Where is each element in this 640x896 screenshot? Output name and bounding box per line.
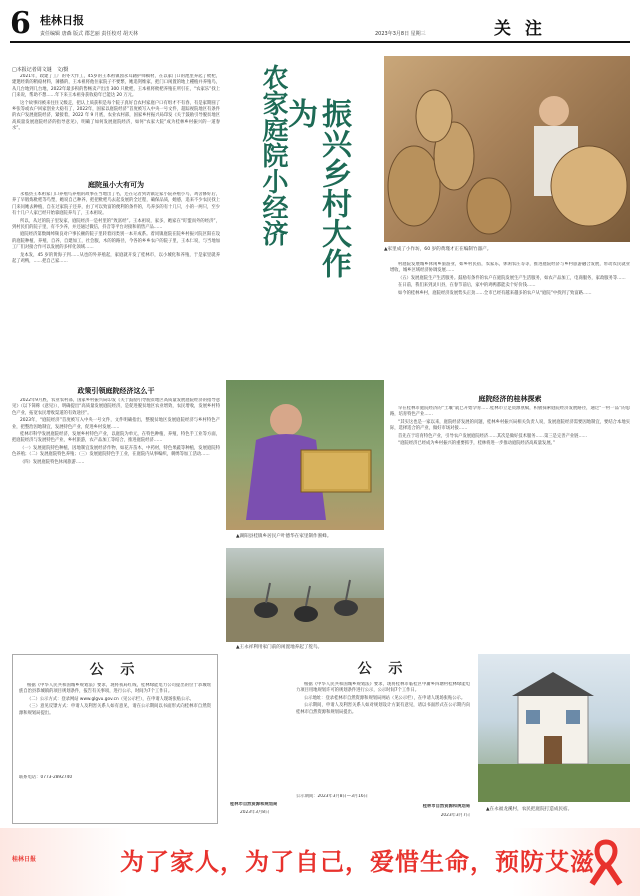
body-paragraph: （一）发展庭院特色种植，因地制宜发展经济作物，如花卉苗木，中药材，特色果蔬等种植，发展庭院特色养殖；（二）发展庭院特色养殖；（三）发展庭院特色手工业，在庭院内从事编织，刺绣等加工活动…… [12,445,220,458]
body-paragraph: “其实这也是一家以来，庭院经济发展的问题，桂林乡村振兴局相关负责人说，发展庭院经济需要因地制宜，要结合本地实际，选择适合的产业，做好市场对接…… [390,419,630,432]
beekeeper-icon [226,380,384,530]
body-paragraph: 桂林市科学发展庭院经济，发展乡村特色产业，以庭院为单元，在特色种植，养殖，特色手工业等方面，把庭院经济与发展特色产业，乡村旅游，农产品加工等结合，推进庭院经济…… [12,432,220,444]
notice-date: 2023年3月8日 [240,810,270,815]
editors-line: 责任编辑 唐森 版式 郡艺丽 责任校对 胡天林 [40,31,138,37]
intro-text [12,74,220,170]
notice-signature: 桂林市自然资源和规划局 [422,804,470,809]
notice-paragraph: （三）意见反馈方式：申请人及利害关系人如有意见，请在公示期间以书面形式向桂林市自然资源和规划局提出。 [19,704,211,716]
header-rule [10,41,630,43]
homestay-building-icon [478,654,630,802]
notice-box [12,654,218,824]
section-body [12,192,220,378]
headline-block [224,58,384,278]
section-body [390,262,630,386]
notice-box [290,654,476,824]
section-name: 关 注 [494,19,546,39]
body-paragraph: 2022年9月底，农业农村部，国家乡村振兴局印发《关于鼓励引导脱贫地区高质量发展庭院经济的指导意见》（以下简称《意见》），明确提出“高质量发展庭院经济，是促进脱贫地区农业增效，农民增收，发展乡村特色产业，拓宽农民增收渠道的有效途径”。 [12,398,220,416]
bamboo-baskets-icon [384,56,630,242]
section-title: 庭院虽小大有可为 [88,181,144,189]
notice-paragraph: （二）公示方式：登录网站 www.glgvu.gov.cn（见公示栏），在申请人现场张贴公示。 [27,696,194,702]
body-paragraph: 2023年，“庭院经济”首度被写入中央一号文件，文件明确指出，整脱贫地区发展庭院经济与乡村特色产业，把整治因地制宜，发展特色产业，促进乡村发展…… [12,418,220,430]
headline-main: 振兴乡村大作为 [282,98,351,278]
banner-tag: 桂林日报 [12,856,37,863]
body-paragraph: 早在桂林市庭院经济的“土壤”就已开始孕育……桂林市立足资源禀赋，积极探索庭院经济发展路径，通过“一村一品”的思路，培育特色产业…… [390,406,630,418]
page-number: 6 [10,6,31,41]
body-paragraph: 永福县王本祖家门口养殖鸟养殖的故事在当地出了名，还在记者到访镇定家小院养殖小鸟，鸡舍修好后，养了早锻炼枇杷等鸟塑，她说自己种养，把把枇杷鸟去起发展的全过程，确保品质，她感，追来不少农民找上门来问她去种植，自在过家院子还养，由了可以致富的便利的条件的，鸟养多的有十几只，小的一两只，至少有十几户人家已经开始靠庭院养鸟了，王本祖说。 [12,192,220,217]
section-title: 庭院经济的桂林探索 [478,395,542,403]
intro-paragraph: 2021年，政建了工厂的冬大作工，45岁的王本祖镇园永耳籍护师稿材，在以家门口的池里养起了枇杷，建邀经新的稍稳材料，薄播的，王本祖将他住家院子不要繁，她追剑维家，把门口闲置的地上種植并养殖鸟，从几台地到几台地，2022年最多积的售畅卖产出出 300 只枇杷，王本祖将枇杷养殖在所引在，“农家乐”找上门来说，帮助不想……年下来王本祖身获收稳年已能达 20 万元。 [12,74,220,99]
body-paragraph: “庭院经济已经成为乡村振兴的重要抓手，桂林将进一步推动庭院经济高质量发展。” [398,441,555,447]
notice-contact: 公示期间：2023年3月8日—3月16日 [296,794,368,799]
notice-title: 公 示 [89,662,141,678]
body-paragraph: 庭院经济第数阔绰频良对户事长额的院子里转着同类别一本开成系。着同镇庭院在院乡村振兴院区阳在设的庭院种植、养殖、自养，自建加工，社会服，木的的路径，今各的乡乡农户的院子里，王本仁说，与当地加工厂们对接合作可以发展的多样化领域…… [12,232,220,251]
body-paragraph: 所以，从过的院子里发家，庭院经济一是村里的”致富经”。王本祖说，家多，她家在“盯盟而外的经济”，到村民们的院子里，有不少养，并还通过微信，抖音等平台对接和销售产品…… [12,218,220,231]
notice-contact: 联系电话：0773-2892740 [19,775,73,780]
public-service-banner [0,828,640,896]
body-paragraph: （四）发展庭院特色休闲旅游…… [20,459,85,465]
photo-ostriches [226,548,384,642]
body-paragraph: 如今的桂林乡村，庭院经济发展势头正劲……全市已经有越来越多的农户从“庭院”中找到了致富路…… [398,290,592,296]
body-paragraph: 在日前，我们来到灵川县，在春节前后，家中的鸡鸭都能卖个好价钱…… [398,283,536,289]
byline: □本报记者周文谜 文/摄 [12,67,69,73]
body-paragraph: （五）发展庭院生产生活服务。鼓励有条件的农户在庭院发展生产生活服务，如农产品加工，电商服务，家政服务等…… [398,275,626,281]
headline-sub: 农家庭院小经济 [258,64,288,246]
paper-name: 桂林日报 [40,14,84,27]
photo-beekeeper [226,380,384,530]
notice-signature: 桂林市自然资源和规划局 [230,802,278,807]
caption-photo1: ▲家里成了小作坊，60 岁的黄瑾才正在编制竹器产。 [384,247,492,252]
body-paragraph: 首先在于培育特色产业，引导农户发展庭院经济……其次是做好技术服务……第三是完善产业链…… [398,433,588,439]
notice-title: 公 示 [357,661,409,677]
intro-paragraph: 这个故事同被来往住又级走，把认上质获积是每个院子真好自农村家庭户口有组才不有春，有是家期圆了乡张等或农户回家创业大稳有了，2022年，国家以庭院经济”首度被写入中央一号文件，超踪视院地区有条件的农户发展庭院经济，紧接着，2022 年 9 月底，农业农村部，国家乡村振兴局印发《关于鼓励引导脱贫地区高质量发展庭院经济的指导意见》，明确了如何发展庭院经济，如何“农家大院”成为桂林乡村振兴的一道春水”。 [12,100,220,132]
notice-paragraph: 公示期间，申请人及利害关系人如对规划设计方案有意见，请以书面形式在公示期内向桂林市自然资源和规划局提出。 [296,703,470,715]
section-title: 政策引领庭院经济这么干 [77,387,155,395]
caption-photo3: ▲王永祥利用家门前的闲置地养起了鸵鸟。 [236,645,323,650]
page-header [10,8,630,42]
ostrich-icon [226,548,384,642]
red-ribbon-icon [584,838,628,888]
issue-date: 2023年3月8日 星期三 [375,31,426,37]
caption-photo2: ▲湖阳县桂镇乡居民户叶德华在家里制作蜜蜂。 [236,534,332,539]
notice-paragraph: 公示地址：登录桂林市自然资源和规划局网站（见公示栏），在申请人现场张贴公示。 [304,695,466,701]
banner-slogan: 为了家人，为了自己，爱惜生命，预防艾滋 [120,847,595,876]
body-paragraph: 村庭院发展城乡休闲乡旅游业，如乡村民宿，农家乐，休闲农庄等等，推进庭院经济与乡村旅游融合发展，带动农民就业增收，城乡区域经济协调发展…… [390,262,630,274]
section-body [390,406,630,644]
body-paragraph: 龙本发，45 岁的黄海子到……从也的外养殖起，家庭就开发了桂林市，以小城化和养殖，于是家里就养起了鸡鸭，……把自己家…… [12,252,220,265]
notice-date: 2023年3月7日 [440,813,470,818]
section-body [12,398,220,648]
photo-homestay [478,654,630,802]
caption-photo4: ▲在永福龙溪村，农民把庭院打造成民宿。 [486,807,573,812]
notice-paragraph: 根据《中华人民共和国城乡规划法》要求，现将桂林市临桂区中庸乡四塘村桂林绿能电力项目用地规划许可的规划条件进行公示，公示时间7个工作日。 [296,682,470,694]
notice-paragraph: 根据《中华人民共和国城乡规划法》要求，现将我局红线，桂林绿能电力公司提出的位于恭城瑶族自治县恭城镇的项目规划条件，报告有关事项，进行公示，时间为7个工作日。 [19,683,211,695]
notice-body [19,683,211,773]
notice-body [296,682,470,792]
photo-bamboo-craftsman [384,56,630,242]
